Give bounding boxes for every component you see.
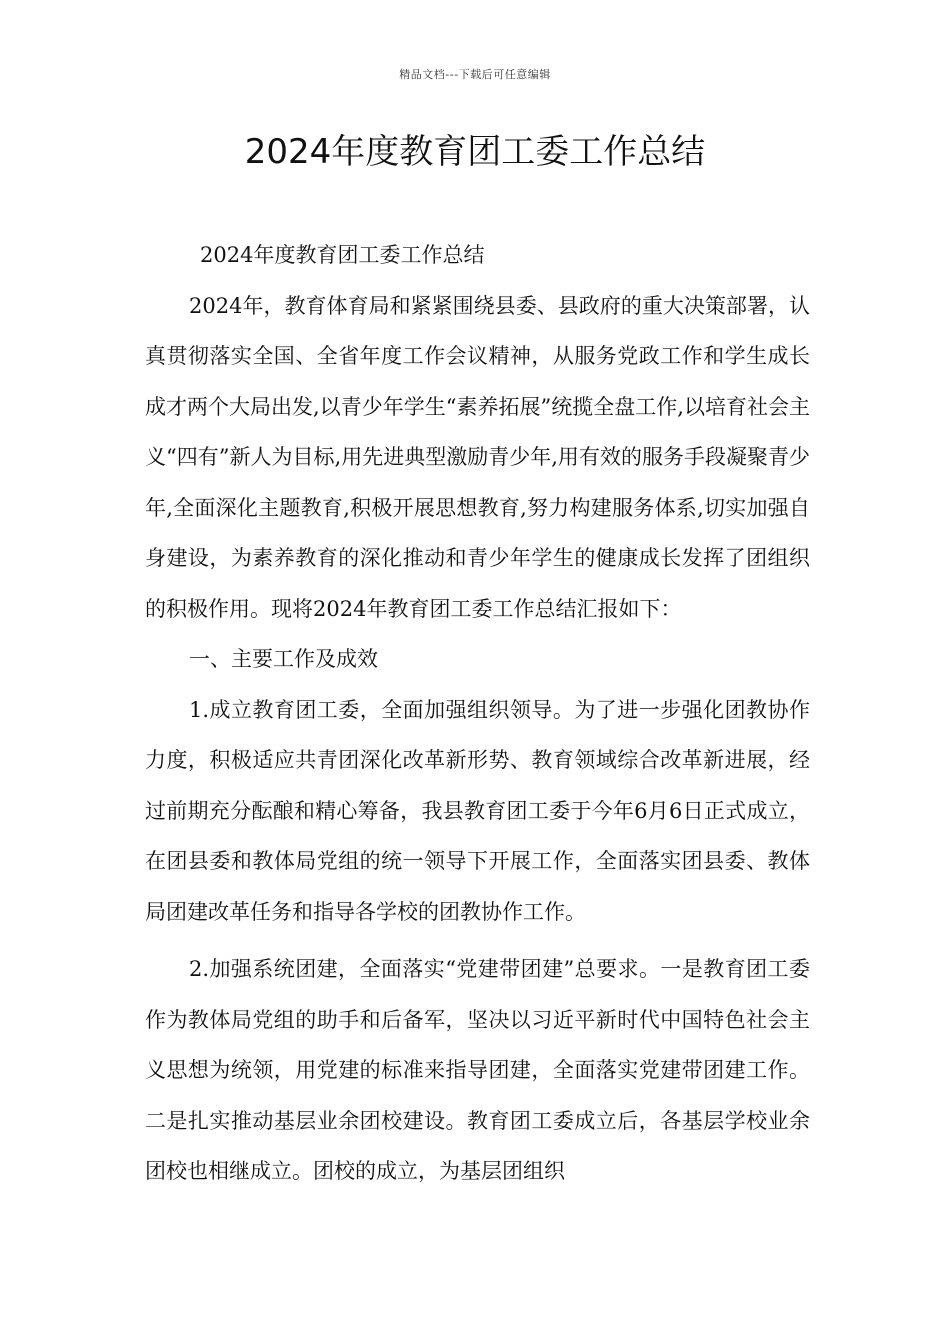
paragraph-item-2: 2.加强系统团建，全面落实“党建带团建”总要求。一是教育团工委作为教体局党组的助手和后备军，坚决以习近平新时代中国特色社会主义思想为统领，用党建的标准来指导团建，全面落实党建带团建工作。二是扎实推动基层业余团校建设。教育团工委成立后，各基层学校业余团校也相继成立。团校的成立，为基层团组织 <box>145 957 810 1183</box>
page-header-note: 精品文档---下载后可任意编辑 <box>399 68 551 81</box>
section-heading-main-work: 一、主要工作及成效 <box>189 647 378 671</box>
document-subtitle: 2024年度教育团工委工作总结 <box>200 243 485 267</box>
document-body <box>145 230 810 1197</box>
paragraph-item-1: 1.成立教育团工委，全面加强组织领导。为了进一步强化团教协作力度，积极适应共青团深化改革新形势、教育领域综合改革新进展，经过前期充分酝酿和精心筹备，我县教育团工委于今年6月6日正式成立，在团县委和教体局党组的统一领导下开展工作，全面落实团县委、教体局团建改革任务和指导各学校的团教协作工作。 <box>145 697 810 924</box>
paragraph-intro: 2024年，教育体育局和紧紧围绕县委、县政府的重大决策部署，认真贯彻落实全国、全省年度工作会议精神，从服务党政工作和学生成长成才两个大局出发,以青少年学生“素养拓展”统揽全盘工作,以培育社会主义“四有”新人为目标,用先进典型激励青少年,用有效的服务手段凝聚青少年,全面深化主题教育,积极开展思想教育,努力构建服务体系,切实加强自身建设，为素养教育的深化推动和青少年学生的健康成长发挥了团组织的积极作用。现将2024年教育团工委工作总结汇报如下： <box>145 293 810 621</box>
document-title: 2024年度教育团工委工作总结 <box>244 132 706 172</box>
